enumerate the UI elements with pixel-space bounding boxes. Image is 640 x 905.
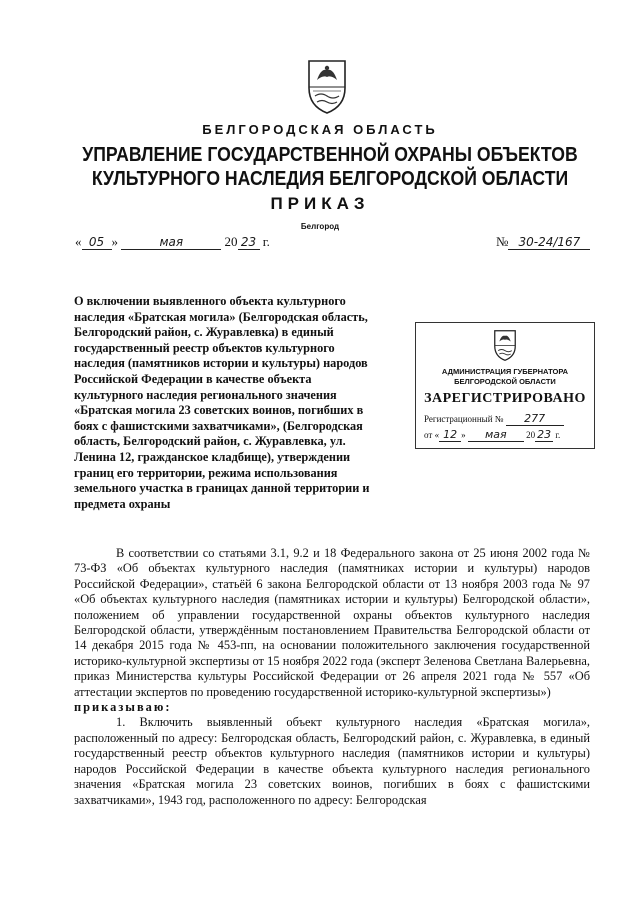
preamble-paragraph: В соответствии со статьями 3.1, 9.2 и 18 Федерального закона от 25 июня 2002 года № 73-ФЗ «Об объектах культурного наследия (памятниках истории и культуры) народов Российской Федерации», статьёй 6 закона Белгородской области от 13 ноября 2003 года № 97 «Об объектах культурного наследия (памятниках истории и культуры) Белгородской области», положением об управлении государственной охраны объектов культурного наследия Белгородской области, утверждённым постановлением Правительства Белгородской области от 14 декабря 2015 года № 453-пп, на основании положительного заключения государственной историко-культурной экспертизы от 15 ноября 2022 года (эксперт Зеленова Светлана Валерьевна, приказ Министерства культуры Российской Федерации от 26 апреля 2021 года № 557 «Об аттестации экспертов по проведению государственной историко-культурной экспертизы») <box>74 546 590 699</box>
document-date <box>75 234 270 250</box>
organization-line: КУЛЬТУРНОГО НАСЛЕДИЯ БЕЛГОРОДСКОЙ ОБЛАСТИ <box>91 167 569 190</box>
order-title: О включении выявленного объекта культурного наследия «Братская могила» (Белгородская область, Белгородский район, с. Журавлевка) в единый государственный реестр объектов культурного наследия (памятников истории и культуры) народов Российской Федерации в качестве объекта культурного наследия регионального значения «Братская могила 23 советских воинов, погибших в боях с фашистскими захватчиками», (Белгородская область, Белгородский район, с. Журавлевка, ул. Ленина 12, гражданское кладбище), утверждении границ его территории, режима использования земельного участка в границах данной территории и предмета охраны <box>74 294 370 511</box>
stamp-date-close: » <box>461 430 466 440</box>
date-close-quote: » <box>111 234 118 249</box>
order-item-1: 1. Включить выявленный объект культурного наследия «Братская могила», расположенный по адресу: Белгородская область, Белгородский район, с. Журавлевка, в единый государственный реестр объектов культурного наследия (памятников истории и культуры) народов Российской Федерации в качестве объекта культурного наследия регионального значения «Братская могила 23 советских воинов, погибших в боях с фашистскими захватчиками», 1943 год, расположенного по адресу: Белгородская <box>74 715 590 807</box>
stamp-date-day: 12 <box>439 428 461 442</box>
stamp-registered: ЗАРЕГИСТРИРОВАНО <box>424 391 586 406</box>
coat-of-arms-icon <box>305 58 349 116</box>
date-open-quote: « <box>75 234 82 249</box>
number-value: 30-24/167 <box>508 235 590 250</box>
organization-line: УПРАВЛЕНИЕ ГОСУДАРСТВЕННОЙ ОХРАНЫ ОБЪЕКТОВ <box>82 143 578 166</box>
date-year-unit: г. <box>262 234 270 249</box>
stamp-authority-line: БЕЛГОРОДСКОЙ ОБЛАСТИ <box>454 377 556 386</box>
city: Белгород <box>300 222 340 231</box>
stamp-registration-number <box>424 412 564 426</box>
date-year-suffix: 23 <box>238 235 260 250</box>
stamp-date-month: мая <box>468 428 524 442</box>
stamp-date-unit: г. <box>555 430 561 440</box>
stamp-reg-number: 277 <box>506 412 564 426</box>
date-day: 05 <box>82 235 112 250</box>
organization-name <box>81 143 580 191</box>
date-month: мая <box>121 235 221 250</box>
stamp-date <box>424 428 560 442</box>
order-body <box>74 546 590 808</box>
number-sign: № <box>496 234 509 249</box>
document-kind: ПРИКАЗ <box>270 194 370 213</box>
registration-stamp <box>415 322 595 449</box>
date-year-prefix: 20 <box>224 234 238 249</box>
stamp-authority-line: АДМИНИСТРАЦИЯ ГУБЕРНАТОРА <box>441 367 569 376</box>
stamp-date-year-suffix: 23 <box>537 428 552 441</box>
stamp-date-year-prefix: 20 <box>526 430 536 440</box>
stamp-date-from: от « <box>424 430 440 440</box>
coat-of-arms-icon <box>492 329 518 362</box>
region-name: БЕЛГОРОДСКАЯ ОБЛАСТЬ <box>202 122 438 137</box>
order-word: приказываю: <box>74 700 172 715</box>
stamp-reg-label: Регистрационный № <box>424 414 504 424</box>
document-number <box>496 234 590 250</box>
